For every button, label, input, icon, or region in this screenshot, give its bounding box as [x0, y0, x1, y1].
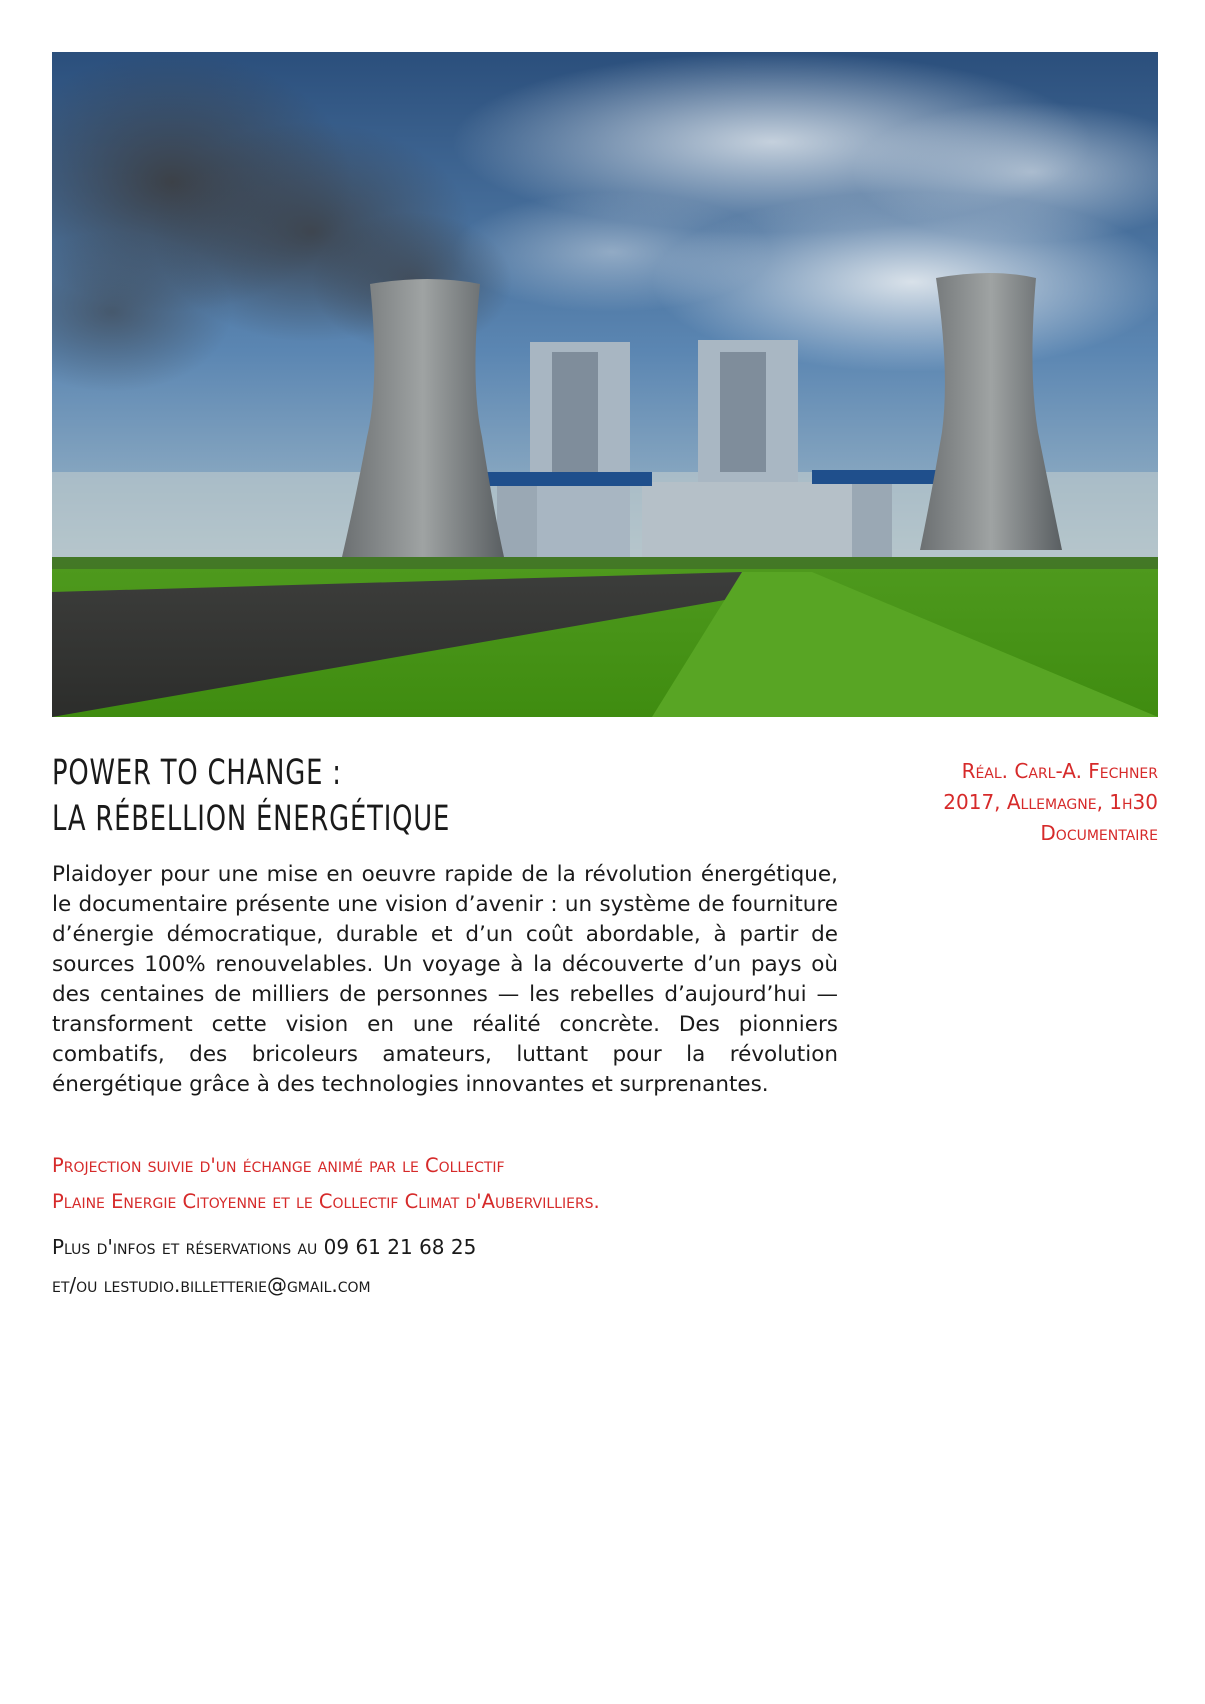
event-note-line2: Plaine Energie Citoyenne et le Collectif Climat d'Aubervilliers.: [52, 1190, 600, 1213]
credits-genre: Documentaire: [1040, 821, 1158, 845]
film-credits: [818, 756, 1158, 849]
credits-director: Réal. Carl-A. Fechner: [961, 759, 1158, 783]
contact-info: [52, 1228, 952, 1304]
contact-email-line: et/ou lestudio.billetterie@gmail.com: [52, 1273, 371, 1297]
event-note: [52, 1148, 952, 1220]
hero-photo-power-plant: [52, 52, 1158, 717]
contact-phone-line: Plus d'infos et réservations au 09 61 21 68 25: [52, 1235, 477, 1259]
film-synopsis: Plaidoyer pour une mise en oeuvre rapide de la révolution énergétique, le documentaire présente une vision d’avenir : un système de fourniture d’énergie démocratique, durable et d’un coût abordable, à partir de sources 100% renouvelables. Un voyage à la découverte d’un pays où des centaines de milliers de personnes — les rebelles d’aujourd’hui — transforment cette vision en une réalité concrète. Des pionniers combatifs, des bricoleurs amateurs, luttant pour la révolution énergétique grâce à des technologies innovantes et surprenantes.: [52, 862, 838, 1097]
film-title-line1: POWER TO CHANGE :: [52, 753, 342, 793]
film-title-line2: LA RÉBELLION ÉNERGÉTIQUE: [52, 799, 451, 839]
credits-year-country-duration: 2017, Allemagne, 1h30: [943, 790, 1158, 814]
film-title: [52, 750, 626, 842]
event-note-line1: Projection suivie d'un échange animé par le Collectif: [52, 1154, 505, 1177]
